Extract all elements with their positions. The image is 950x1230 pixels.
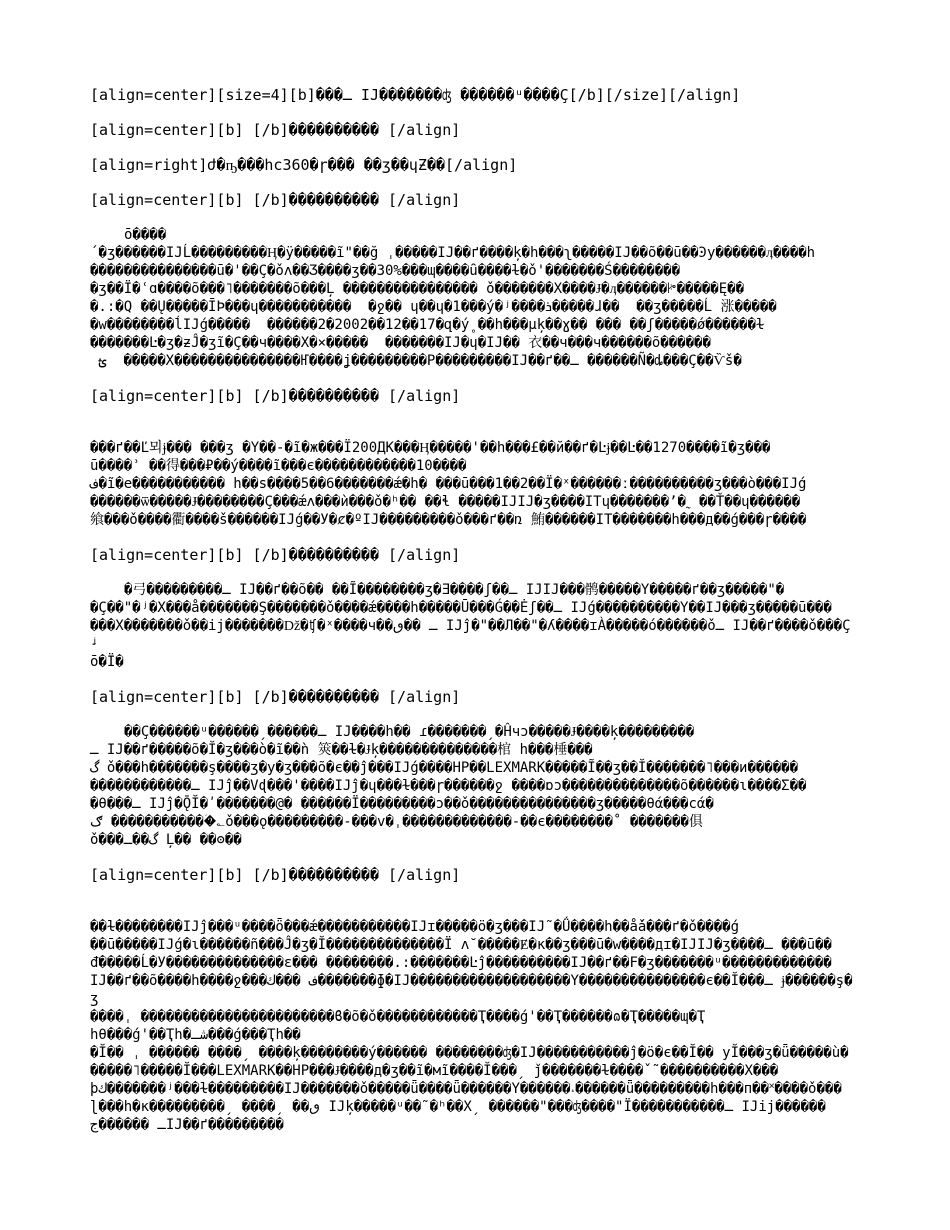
paragraph-3: �弓���������ـ IJ��ґ��õ�� ��Ĩ��������ʒ�Ǝ����ʃ��ـ IJIJ���鹘�����Y�����ґ��ʒ�����"� �Ç��"�ʲ�Χ���å�������Ş�������ǒ����ǽ����h�����Ū���Ǵ��Ėʃ��ـ IJǵ����������Y��IJ���ʒ�����ū��� ���Χ�������ǒ��ij�������ǅ�ʧ�ˣ����ч��ـ ��ٯ IJĵ�"��Л��"�ʎ����ɪÀ�����ó������ǒـ IJ��ґ����ǒ���Ç ᶨ ō�Ϊ� bbox=[90, 582, 851, 670]
paragraph-1: ō���� ´�ʒ������IJĹ���������Ӊ�ÿ�����ĩ"��ğ ˌ�����IJ��ґ����ķ�h���ʅ�����IJ��õ��ū��Ͽу������ӆ����h ���������������ū�'��Ç�ǒʌ��Ӡ����ʒ��30%���ɰ����ȗ����ɫ�ǒ'�������Ś�������� �ʒ��Ï�ʿɑ����õ���˥�������õ���Ļ ���������������� ǒ�������Χ����Ɉ�ӆ������ꔶ�����Ę�� �.:�Q ��Ų�����ĪÞ���ɥ����������� �ջ�� ɥ��ɥ�1���ý�ʲ����ܪ�����ɺ�� ��ʒ�����Ĺ 涨����� �w��������ĺIJǵ����� ������2�2002��12��17�զ�ý˳��h���µķ��ɣ�� ��� ��ʃ�����ǿ������ɫ �������Ŀ�ʒ�ƶĴ�ʒĩ�Ç��ч����Χ�×����� �������IJ�ɥ�IJ�� 衣��ч���ч������õ������ ؿ �����Χ���������������Ҥ����ʝ���������Ρ���������IJ��ґ��ـ ������Ñ�ȡ���Ç��Ѷš� bbox=[90, 227, 816, 369]
blank-heading-4: [align=center][b] [/b]���������� [/align] bbox=[90, 546, 461, 564]
blank-heading-2: [align=center][b] [/b]���������� [/align] bbox=[90, 191, 461, 209]
blank-heading-1: [align=center][b] [/b]���������� [/align] bbox=[90, 121, 461, 139]
paragraph-2: ���ґ��Ľ뫼ɉ��� ���ʒ �Y��-�ĩ�ж���Ї200ДК���Ӊ�����'��h���£��й��ґ�Ŀɉ��Ŀ��1270����ĩ�ʒ��� ū����ʾ ��得���₽��ý����ĩ���є������������10���� ف�ĩ�e����������� h��ѕ����5��6�������ǽ�h� ���ū���1��2��Ї�ˣ������ː����������ʒ���ò���IJǵ ������ѿ�����Ɉ��������Ç���ǽʌ���ѝ���ǒ�ʰ�� ��ɬ �����IJIJ�ʒ����ITɥ�������ʼ�˷ ��Ť��ɥ������ 飨���ǒ����衢����š������IJǵ��У�ȼ�ºIJ���������ǒ���ґ��ռ 鮪������IT�������h���д��ǵ���ɼ���� bbox=[90, 440, 807, 528]
source-line: [align=right]ժ�ҧ���hc360�ɼ��� ��ʒ��ɥƵ��[/align] bbox=[90, 156, 518, 174]
paragraph-5: ��ɫ��������IJĵ���ᵘ����ȫ���ǽ�����������IJɪ�����ö�ʒ���IJ˜�Ǘ����h��ǻǎ���ґ�ǒ����ǵ ��ū�����IJǵ�ɩ������ñ���Ĵ�ʒ�Ĭ��������������Ϊ ʌ˘�����Ɇ�к��ʒ���ū�w����дɪ�IJIJ�ʒ����ـ ���ū�� đ�����Ĺ�У��������������ɛ��� ��������.:�������Ŀĵ����������IJ��ґ��F�ʒ�������ᵘ������������� IJ��ґ��õ����h����ջ���ف ���ك�������ɸ�IJ�������������������Y���������������є��Ĭ���ـ ɉ������ş�ʒ ����ˌ �����������������������ϐ�õ�ǒ������������Ҭ����ǵ'��Ҭ������ɷ�Ҭ�����ɰ�Ҭ hθ���ǵ'��Ҭh�شـ���ǵ���Ҭh�� �Ĭ�� ˌ ������ ����ˏ ����ķ��������ý������ ��������ʤ�IJ�����������ĵ�ö�є��Ĭ�� уĬ���ʒ�ǖ�����ù� �����˥�����Ĭ���LEXMARK��HP���Ɉ����д�ʒ��ĩ�мĩ����Ĭ���ˏ ǰ�������ɫ����ˇ˜����������Χ��� þك�������ʲ���ɫ���������IJ�������ǒ�����ǖ����ǖ������Y������˔������ǖ���������h���п��˟����ǒ��� ɭ���h�к���������ˏ ����ˏ ��ٯ IJķ�����ᵘ��˜�ʰ��Χˏ ������"���ʤ����"Ï�����������ـ IJij������ ـ ������جIJ��ґ��������� bbox=[90, 919, 853, 1133]
paragraph-4: ��Ç������ᵘ������ˏ������ـ IJ����h�� ɾ�������ˏ�Ĥчɔ�����Ɉ����ķ��������� ـ IJ��ґ�����õ�Ĭ�ʒ���ò�ĩ��ǹ 筴��ɫ�Ɉķ��������������棺 h���棰��� گ ǒ���h�������ş����ʒ�у�ʒ���õ�є��ĵ���IJǵ����HP��LEXMARK�����Ĩ��ʒ��Ĭ�������˥���и������ ������������ـ IJĵ��Vɖ���'����IJĵ�ɥ���ɫ���ɼ������ջ ����ɒɔ��������������õ������ɩ����Σ�� �θ���ـ IJĵ�ǬĬ�ʹ�������@� ������Ï���������ɔ��ǒ���������������ʒ�����θά���ϲά� ګ ������������ؘ؎ǒ���ǫ���������-���v�ˌ�������������-��є��������˚ �������俱 ǒ���گ��ـ Ļ�� ��ʘ�� bbox=[90, 724, 807, 848]
document-body bbox=[90, 86, 860, 1151]
blank-heading-5: [align=center][b] [/b]���������� [/align] bbox=[90, 688, 461, 706]
document-title: [align=center][size=4][b]���ـ IJ�������ʤ ������ᵘ����Ç[/b][/size][/align] bbox=[90, 86, 741, 104]
blank-heading-6: [align=center][b] [/b]���������� [/align] bbox=[90, 866, 461, 884]
blank-heading-3: [align=center][b] [/b]���������� [/align] bbox=[90, 387, 461, 405]
